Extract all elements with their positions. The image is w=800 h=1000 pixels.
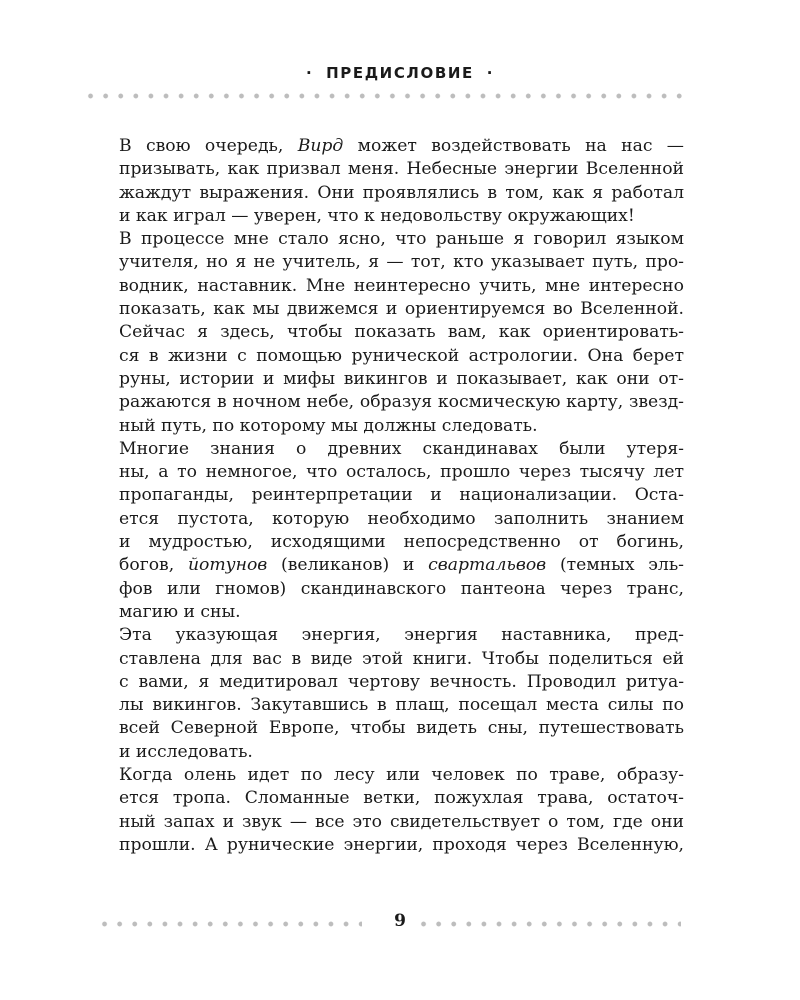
paragraph-5 [119, 764, 684, 857]
text-line: магию и сны. [119, 601, 241, 622]
text-line: Когда олень идет по лесу или человек по траве, образу- [119, 765, 684, 786]
text-line: и исследовать. [119, 741, 253, 762]
text-line: ставлена для вас в виде этой книги. Чтобы поделиться ей [119, 648, 684, 669]
text-line: пропаганды, реинтерпретации и национализации. Оста- [119, 485, 684, 506]
page-number: 9 [394, 911, 406, 931]
text-line: Многие знания о древних скандинавах были утеря- [119, 438, 684, 459]
paragraph-4 [119, 624, 684, 764]
bullet-right: · [486, 64, 495, 82]
text-line: лы викингов. Закутавшись в плащ, посещал места силы по [119, 695, 684, 716]
text-line: и мудростью, исходящими непосредственно от богинь, [119, 532, 684, 553]
text-line: прошли. А рунические энергии, проходя через Вселенную, [119, 834, 684, 855]
text-line: и как играл — уверен, что к недовольству окружающих! [119, 205, 635, 226]
text-line: показать, как мы движемся и ориентируемся во Вселенной. [119, 299, 684, 320]
text-line: жаждут выражения. Они проявлялись в том, как я работал [119, 182, 684, 203]
text-line: фов или гномов) скандинавского пантеона через транс, [119, 578, 684, 599]
section-title: ПРЕДИСЛОВИЕ [326, 64, 474, 82]
text-line: призывать, как призвал меня. Небесные энергии Вселенной [119, 159, 684, 180]
dotted-rule-bottom-right [416, 920, 681, 928]
text-line: ражаются в ночном небе, образуя космическую карту, звезд- [119, 392, 684, 413]
body-text [119, 135, 684, 857]
text-line: В процессе мне стало ясно, что раньше я говорил языком [119, 229, 684, 250]
dotted-rule-top [83, 92, 691, 100]
text-line: с вами, я медитировал чертову вечность. Проводил ритуа- [119, 671, 684, 692]
running-head [0, 64, 800, 82]
paragraph-3 [119, 438, 684, 624]
text-line: водник, наставник. Мне неинтересно учить, мне интересно [119, 275, 684, 296]
text-line: богов, йотунов (великанов) и свартальвов (темных эль- [119, 555, 684, 576]
text-line: Сейчас я здесь, чтобы показать вам, как ориентировать- [119, 322, 684, 343]
paragraph-2 [119, 228, 684, 438]
term-svartalfar: свартальвов [428, 555, 547, 576]
text-line: ный путь, по которому мы должны следовать. [119, 415, 538, 436]
bullet-left: · [305, 64, 314, 82]
text-line: учителя, но я не учитель, я — тот, кто указывает путь, про- [119, 252, 684, 273]
text-line: руны, истории и мифы викингов и показывает, как они от- [119, 368, 684, 389]
text-line: ный запах и звук — все это свидетельствует о том, где они [119, 811, 684, 832]
text-line: всей Северной Европе, чтобы видеть сны, путешествовать [119, 718, 684, 739]
text-line: ны, а то немногое, что осталось, прошло через тысячу лет [119, 462, 684, 483]
text-line: ется тропа. Сломанные ветки, пожухлая трава, остаточ- [119, 788, 684, 809]
text-line: ся в жизни с помощью рунической астрологии. Она берет [119, 345, 684, 366]
text-line: В свою очередь, Вирд может воздействовать на нас — [119, 136, 684, 156]
text-line: Эта указующая энергия, энергия наставника, пред- [119, 625, 684, 646]
term-jotnar: йотунов [187, 555, 268, 576]
paragraph-1 [119, 135, 684, 228]
term-wyrd: Вирд [297, 136, 344, 156]
text-line: ется пустота, которую необходимо заполнить знанием [119, 508, 684, 529]
